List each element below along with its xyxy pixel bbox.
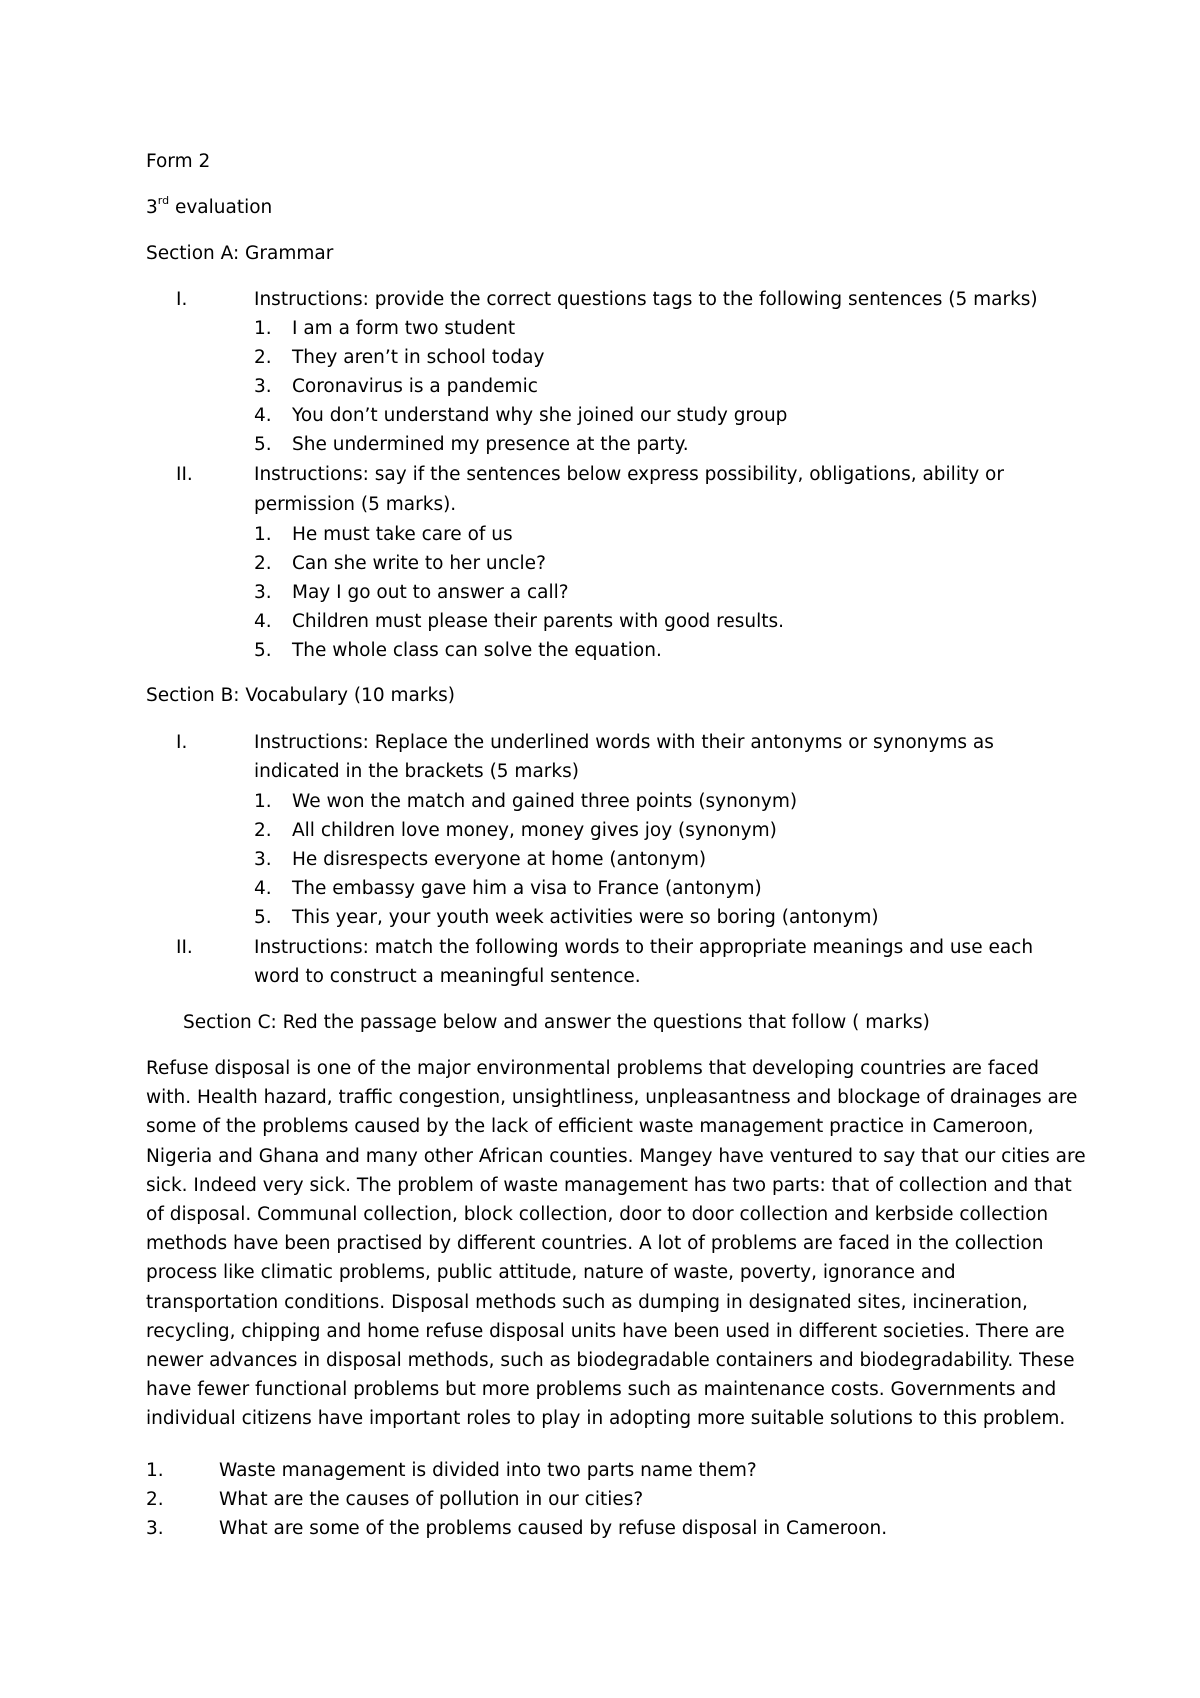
list-number: 3. xyxy=(254,849,272,870)
list-number: 4. xyxy=(254,405,272,426)
passage-line: with. Health hazard, traffic congestion, unsightliness, unpleasantness and blockage of drainages are xyxy=(146,1087,1078,1109)
evaluation-label: 3rd evaluation xyxy=(146,193,273,218)
passage-line: of disposal. Communal collection, block collection, door to door collection and kerbside collection xyxy=(146,1203,1049,1225)
section-a-title: Section A: Grammar xyxy=(146,243,334,264)
list-item: Children must please their parents with good results. xyxy=(292,611,785,632)
passage-line: methods have been practised by different countries. A lot of problems are faced in the collection xyxy=(146,1233,1044,1255)
list-number: 4. xyxy=(254,878,272,899)
list-item: The whole class can solve the equation. xyxy=(292,640,662,661)
question-item: What are some of the problems caused by refuse disposal in Cameroon. xyxy=(219,1518,888,1539)
section-b-part1-numeral: I. xyxy=(176,732,188,753)
list-number: 5. xyxy=(254,640,272,661)
list-item: I am a form two student xyxy=(292,318,516,339)
passage-line: newer advances in disposal methods, such as biodegradable containers and biodegradability. These xyxy=(146,1349,1075,1371)
list-number: 2. xyxy=(254,553,272,574)
passage-line: Nigeria and Ghana and many other African counties. Mangey have ventured to say that our cities are xyxy=(146,1145,1086,1167)
question-item: What are the causes of pollution in our cities? xyxy=(219,1489,644,1510)
section-b-part2-numeral: II. xyxy=(176,937,193,958)
list-item: The embassy gave him a visa to France (antonym) xyxy=(292,878,762,899)
list-item: They aren’t in school today xyxy=(292,347,545,368)
list-item: All children love money, money gives joy (synonym) xyxy=(292,820,777,841)
section-b-part1-instruction-line1: Instructions: Replace the underlined words with their antonyms or synonyms as xyxy=(254,732,994,753)
passage-line: process like climatic problems, public attitude, nature of waste, poverty, ignorance and xyxy=(146,1262,956,1284)
list-item: This year, your youth week activities were so boring (antonym) xyxy=(292,907,879,928)
form-label: Form 2 xyxy=(146,151,211,172)
passage-line: Refuse disposal is one of the major environmental problems that developing countries are faced xyxy=(146,1058,1039,1079)
list-item: You don’t understand why she joined our study group xyxy=(292,405,788,426)
list-number: 5. xyxy=(254,434,272,455)
passage-line: recycling, chipping and home refuse disposal units have been used in different societies. There are xyxy=(146,1320,1065,1342)
section-c-title: Section C: Red the passage below and answer the questions that follow ( marks) xyxy=(183,1012,930,1033)
section-a-part2-instruction-line2: permission (5 marks). xyxy=(254,494,457,515)
list-item: We won the match and gained three points (synonym) xyxy=(292,791,798,812)
passage-line: have fewer functional problems but more problems such as maintenance costs. Governments and xyxy=(146,1379,1057,1401)
section-a-part1-instruction: Instructions: provide the correct questions tags to the following sentences (5 marks) xyxy=(254,289,1038,310)
list-item: He must take care of us xyxy=(292,524,513,545)
list-item: Can she write to her uncle? xyxy=(292,553,546,574)
question-number: 2. xyxy=(146,1489,164,1510)
passage-line: transportation conditions. Disposal methods such as dumping in designated sites, incineration, xyxy=(146,1291,1028,1313)
question-number: 1. xyxy=(146,1460,164,1481)
question-item: Waste management is divided into two parts name them? xyxy=(219,1460,757,1481)
section-a-part2-numeral: II. xyxy=(176,464,193,485)
list-number: 5. xyxy=(254,907,272,928)
section-b-part1-instruction-line2: indicated in the brackets (5 marks) xyxy=(254,761,579,782)
list-number: 3. xyxy=(254,582,272,603)
list-number: 3. xyxy=(254,376,272,397)
section-a-part1-numeral: I. xyxy=(176,289,188,310)
passage-line: some of the problems caused by the lack of efficient waste management practice in Cameroon, xyxy=(146,1116,1034,1138)
list-number: 1. xyxy=(254,318,272,339)
section-b-title: Section B: Vocabulary (10 marks) xyxy=(146,685,456,706)
list-item: He disrespects everyone at home (antonym) xyxy=(292,849,707,870)
list-number: 1. xyxy=(254,524,272,545)
list-number: 2. xyxy=(254,347,272,368)
list-item: She undermined my presence at the party. xyxy=(292,434,689,455)
passage-line: sick. Indeed very sick. The problem of waste management has two parts: that of collection and that xyxy=(146,1174,1072,1196)
list-number: 2. xyxy=(254,820,272,841)
list-number: 4. xyxy=(254,611,272,632)
section-a-part2-instruction-line1: Instructions: say if the sentences below express possibility, obligations, ability or xyxy=(254,464,1004,485)
section-b-part2-instruction-line1: Instructions: match the following words to their appropriate meanings and use each xyxy=(254,937,1034,958)
list-item: Coronavirus is a pandemic xyxy=(292,376,538,397)
list-item: May I go out to answer a call? xyxy=(292,582,569,603)
passage-line: individual citizens have important roles to play in adopting more suitable solutions to this problem. xyxy=(146,1408,1066,1430)
reading-passage xyxy=(146,1054,1086,1433)
question-number: 3. xyxy=(146,1518,164,1539)
list-number: 1. xyxy=(254,791,272,812)
section-b-part2-instruction-line2: word to construct a meaningful sentence. xyxy=(254,966,641,987)
